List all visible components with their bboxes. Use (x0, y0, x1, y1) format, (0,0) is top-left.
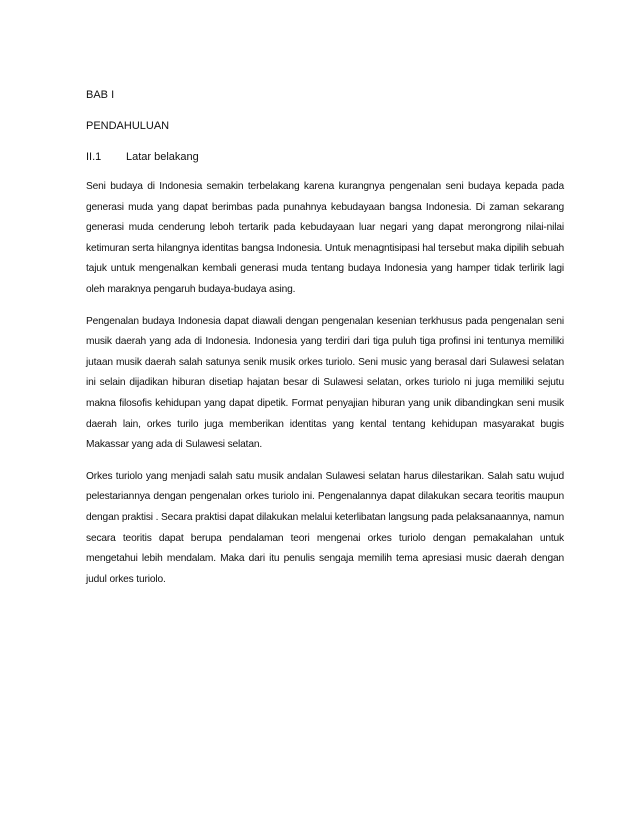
section-title: Latar belakang (126, 151, 199, 163)
document-page (86, 88, 564, 601)
chapter-title: PENDAHULUAN (86, 120, 170, 132)
paragraph-2: Pengenalan budaya Indonesia dapat diawali dengan pengenalan kesenian terkhusus pada pengenalan seni musik daerah yang ada di Indonesia. Indonesia yang terdiri dari tiga puluh tiga profinsi ini tentunya memiliki jutaan musik daerah salah satunya senik musik orkes turiolo. Seni music yang berasal dari Sulawesi selatan ini selain dijadikan hiburan disetiap hajatan besar di Sulawesi selatan, orkes turiolo ni juga memiliki sejutu makna filosofis kehidupan yang dapat dipetik. Format penyajian hiburan yang unik dibandingkan seni musik daerah lain, orkes turilo juga memberikan identitas yang kental tentang kehidupan masyarakat bugis Makassar yang ada di Sulawesi selatan. (86, 315, 564, 451)
paragraph-1: Seni budaya di Indonesia semakin terbelakang karena kurangnya pengenalan seni budaya kepada pada generasi muda yang dapat berimbas pada punahnya kebudayaan bangsa Indonesia. Di zaman sekarang generasi muda cenderung leboh tertarik pada kebudayaan luar negari yang dapat merongrong nilai-nilai ketimuran serta hilangnya identitas bangsa Indonesia. Untuk menagntisipasi hal tersebut maka dipilih sebuah tajuk untuk mengenalkan kembali generasi muda tentang budaya Indonesia yang hamper tidak terlirik lagi oleh maraknya pengaruh budaya-budaya asing. (86, 181, 564, 295)
section-number: II.1 (86, 151, 102, 163)
section-heading (86, 150, 564, 164)
paragraph-3: Orkes turiolo yang menjadi salah satu musik andalan Sulawesi selatan harus dilestarikan. Salah satu wujud pelestariannya dengan pengenalan orkes turiolo ini. Pengenalannya dapat dilakukan secara teoritis maupun dengan praktisi . Secara praktisi dapat dilakukan melalui keterlibatan langsung pada pelaksanaannya, namun secara teoritis dapat berupa pendalaman teori mengenai orkes turiolo dengan pemakalahan untuk mengetahui lebih mendalam. Maka dari itu penulis sengaja memilih tema apresiasi music daerah dengan judul orkes turiolo. (86, 470, 564, 585)
chapter-heading: BAB I (86, 89, 115, 101)
